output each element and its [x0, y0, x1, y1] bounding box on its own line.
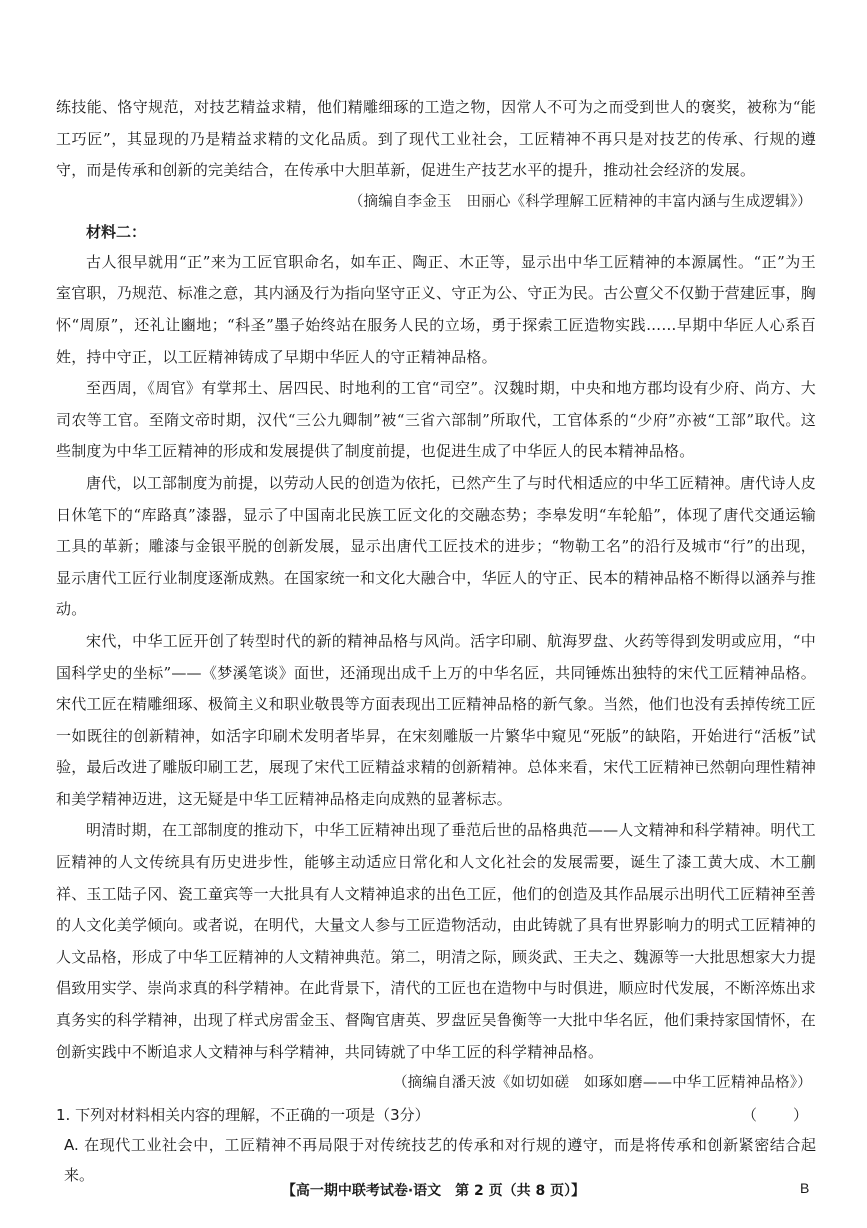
material-two-paragraph: 唐代，以工部制度为前提，以劳动人民的创造为依托，已然产生了与时代相适应的中华工匠精神。唐代诗人皮日休笔下的“库路真”漆器，显示了中国南北民族工匠文化的交融态势；李皋发明“车轮船”，体现了唐代交通运输工具的革新；雕漆与金银平脱的创新发展，显示出唐代工匠技术的进步；“物勒工名”的沿行及城市“行”的出现，显示唐代工匠行业制度逐渐成熟。在国家统一和文化大融合中，华匠人的守正、民本的精神品格不断得以涵养与推动。: [56, 473, 817, 619]
material-two-heading: 材料二：: [86, 222, 147, 241]
material-two-paragraph: 古人很早就用“正”来为工匠官职命名，如车正、陶正、木正等，显示出中华工匠精神的本源属性。“正”为王室官职，乃规范、标准之意，其内涵及行为指向坚守正义、守正为公、守正为民。古公亶父不仅勤于营建匠事，胸怀“周原”，还礼让豳地；“科圣”墨子始终站在服务人民的立场，勇于探索工匠造物实践……早期中华匠人心系百姓，持中守正，以工匠精神铸成了早期中华匠人的守正精神品格。: [56, 252, 817, 366]
question-one: [56, 1100, 816, 1130]
material-one-source: （摘编自李金玉 田丽心《科学理解工匠精神的丰富内涵与生成逻辑》）: [348, 193, 812, 210]
page-footer: 【高一期中联考试卷·语文 第 2 页（共 8 页）】: [281, 1183, 586, 1199]
material-two-paragraph: 明清时期，在工部制度的推动下，中华工匠精神出现了垂范后世的品格典范——人文精神和科学精神。明代工匠精神的人文传统具有历史进步性，能够主动适应日常化和人文化社会的发展需要，诞生了漆工黄大成、木工蒯祥、玉工陆子冈、瓷工童宾等一大批具有人文精神追求的出色工匠，他们的创造及其作品展示出明代工匠精神至善的人文化美学倾向。或者说，在明代，大量文人参与工匠造物活动，由此铸就了具有世界影响力的明式工匠精神的人文品格，形成了中华工匠精神的人文精神典范。第二，明清之际，顾炎武、王夫之、魏源等一大批思想家大力提倡致用实学、崇尚求真的科学精神。在此背景下，清代的工匠也在造物中与时俱进，顺应时代发展，不断淬炼出求真务实的科学精神，出现了样式房雷金玉、督陶官唐英、罗盘匠吴鲁衡等一大批中华名匠，他们秉持家国情怀，在创新实践中不断追求人文精神与科学精神，共同铸就了中华工匠的科学精神品格。: [56, 821, 817, 1061]
material-two-paragraph: 至西周，《周官》有掌邦土、居四民、时地利的工官“司空”。汉魏时期，中央和地方郡均设有少府、尚方、大司农等工官。至隋文帝时期，汉代“三公九卿制”被“三省六部制”所取代，工官体系的“少府”亦被“工部”取代。这些制度为中华工匠精神的形成和发展提供了制度前提，也促进生成了中华匠人的民本精神品格。: [56, 379, 816, 461]
question-stem: 1. 下列对材料相关内容的理解，不正确的一项是（3分）: [56, 1106, 430, 1125]
paper-version-label: B: [800, 1180, 810, 1196]
material-one-tail: 练技能、恪守规范，对技艺精益求精，他们精雕细琢的工造之物，因常人不可为之而受到世人的褒奖，被称为“能工巧匠”，其显现的乃是精益求精的文化品质。到了现代工业社会，工匠精神不再只是对技艺的传承、行规的遵守，而是传承和创新的完美结合，在传承中大胆革新，促进生产技艺水平的提升，推动社会经济的发展。: [56, 98, 816, 180]
material-two-paragraph: 宋代，中华工匠开创了转型时代的新的精神品格与风尚。活字印刷、航海罗盘、火药等得到发明或应用，“中国科学史的坐标”——《梦溪笔谈》面世，还涌现出成千上万的中华名匠，共同锤炼出独特的宋代工匠精神品格。宋代工匠在精雕细琢、极简主义和职业敬畏等方面表现出工匠精神品格的新气象。当然，他们也没有丢掉传统工匠一如既往的创新精神，如活字印刷术发明者毕昇，在宋刻雕版一片繁华中窥见“死版”的缺陷，开始进行“活板”试验，最后改进了雕版印刷工艺，展现了宋代工匠精益求精的创新精神。总体来看，宋代工匠精神已然朝向理性精神和美学精神迈进，这无疑是中华工匠精神品格走向成熟的显著标志。: [56, 631, 817, 808]
material-two-source: （摘编自潘天波《如切如磋 如琢如磨——中华工匠精神品格》）: [392, 1075, 812, 1092]
option-a-text: A. 在现代工业社会中，工匠精神不再局限于对传统技艺的传承和对行规的遵守，而是将传承和创新紧密结合起来。: [64, 1136, 816, 1185]
page-content: [56, 92, 816, 1190]
answer-bracket: （ ）: [741, 1106, 810, 1125]
